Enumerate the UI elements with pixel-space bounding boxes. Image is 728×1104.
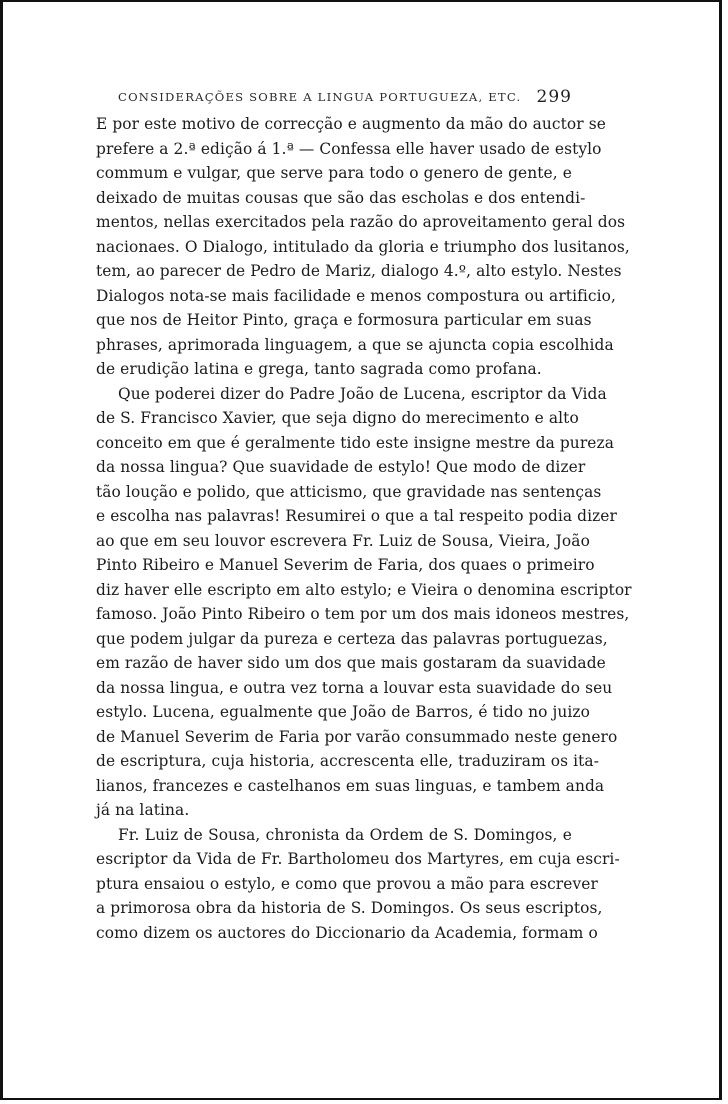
- text-line: tão loução e polido, que atticismo, que gravidade nas sentenças: [96, 482, 602, 501]
- text-line: Fr. Luiz de Sousa, chronista da Ordem de S. Domingos, e: [118, 825, 572, 844]
- text-line: que podem julgar da pureza e certeza das palavras portuguezas,: [96, 629, 608, 648]
- text-line: famoso. João Pinto Ribeiro o tem por um dos mais idoneos mestres,: [96, 605, 630, 623]
- text-line: de S. Francisco Xavier, que seja digno do merecimento e alto: [96, 409, 579, 427]
- text-line: em razão de haver sido um dos que mais gostaram da suavidade: [96, 654, 606, 672]
- text-line: conceito em que é geralmente tido este insigne mestre da pureza: [96, 433, 614, 452]
- text-line: Dialogos nota-se mais facilidade e menos compostura ou artificio,: [96, 286, 617, 305]
- text-line: commum e vulgar, que serve para todo o genero de gente, e: [96, 164, 572, 182]
- text-line: da nossa lingua, e outra vez torna a louvar esta suavidade do seu: [96, 678, 613, 697]
- text-line: de escriptura, cuja historia, accrescenta elle, traduziram os ita-: [96, 752, 600, 770]
- body-text: [96, 112, 632, 945]
- paragraph: [96, 823, 620, 946]
- text-line: ao que em seu louvor escrevera Fr. Luiz de Sousa, Vieira, João: [96, 531, 590, 550]
- text-line: e escolha nas palavras! Resumirei o que a tal respeito podia dizer: [96, 507, 617, 525]
- text-line: estylo. Lucena, egualmente que João de Barros, é tido no juizo: [96, 703, 590, 721]
- text-line: deixado de muitas cousas que são das escholas e dos entendi-: [96, 188, 586, 207]
- text-line: diz haver elle escripto em alto estylo; e Vieira o denomina escriptor: [96, 580, 632, 599]
- paragraph: [96, 112, 630, 382]
- text-line: prefere a 2.ª edição á 1.ª — Confessa elle haver usado de estylo: [96, 139, 602, 158]
- text-line: já na latina.: [96, 801, 190, 819]
- text-line: lianos, francezes e castelhanos em suas linguas, e tambem anda: [96, 776, 605, 795]
- page-number: 299: [536, 87, 572, 107]
- text-line: a primorosa obra da historia de S. Domingos. Os seus escriptos,: [96, 899, 603, 917]
- text-line: Que poderei dizer do Padre João de Lucena, escriptor da Vida: [118, 384, 607, 403]
- text-line: ptura ensaiou o estylo, e como que provou a mão para escrever: [96, 874, 598, 893]
- text-line: de erudição latina e grega, tanto sagrada como profana.: [96, 360, 542, 378]
- text-line: que nos de Heitor Pinto, graça e formosura particular em suas: [96, 311, 592, 329]
- text-line: nacionaes. O Dialogo, intitulado da gloria e triumpho dos lusitanos,: [96, 237, 630, 256]
- text-line: E por este motivo de correcção e augmento da mão do auctor se: [96, 115, 606, 133]
- text-line: mentos, nellas exercitados pela razão do aproveitamento geral dos: [96, 213, 626, 231]
- text-line: Pinto Ribeiro e Manuel Severim de Faria, dos quaes o primeiro: [96, 556, 595, 574]
- running-title: CONSIDERAÇÕES SOBRE A LINGUA PORTUGUEZA, ETC.: [118, 90, 522, 104]
- text-line: de Manuel Severim de Faria por varão consummado neste genero: [96, 727, 618, 746]
- text-line: escriptor da Vida de Fr. Bartholomeu dos Martyres, em cuja escri-: [96, 850, 620, 868]
- text-line: como dizem os auctores do Diccionario da Academia, formam o: [96, 923, 598, 942]
- book-page: [96, 74, 632, 945]
- text-line: da nossa lingua? Que suavidade de estylo! Que modo de dizer: [96, 458, 586, 476]
- paragraph: [96, 382, 632, 823]
- text-line: tem, ao parecer de Pedro de Mariz, dialogo 4.º, alto estylo. Nestes: [96, 262, 622, 280]
- text-line: phrases, aprimorada linguagem, a que se ajuncta copia escolhida: [96, 335, 614, 354]
- running-head: [96, 74, 572, 108]
